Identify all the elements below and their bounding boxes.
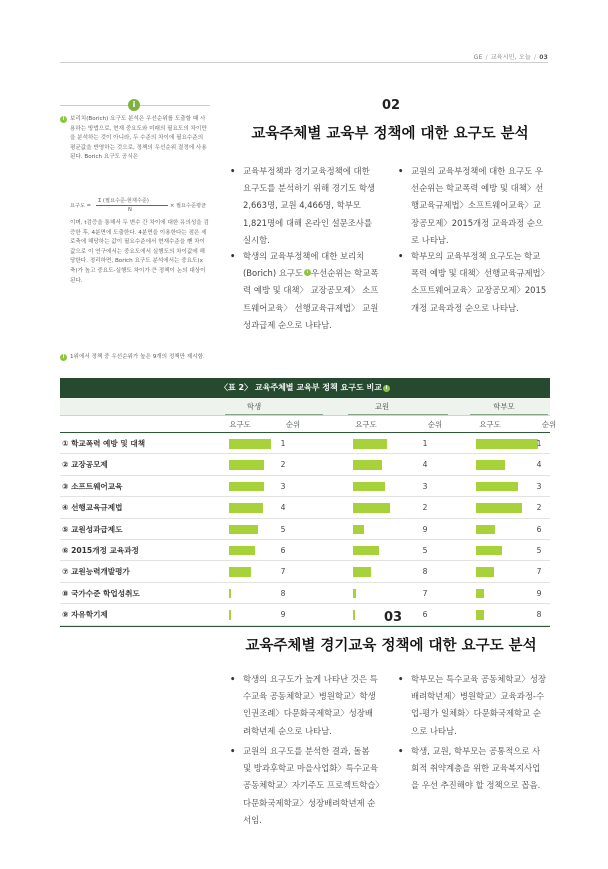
s02-bullet-2: • 학생의 교육부정책에 대한 보리치(Borich) 요구도 i 우선순위는 학교폭력 예방 및 대책〉 교장공모제〉 소프트웨어교육〉 선행교육규제법〉 교원성과급제 순으로 나타남.	[230, 251, 379, 330]
rank-parent: 5	[536, 545, 542, 555]
s02-bullet-3: • 교원의 교육부정책에 대한 요구도 우선순위는 학교폭력 예방 및 대책〉선행교육규제법〉소프트웨어교육〉교장공모제〉2015개정 교육과정 순으로 나타남.	[398, 166, 544, 245]
rank-student: 8	[280, 588, 286, 598]
note-item-1: i 보리치(Borich) 요구도 분석은 우선순위를 도출할 때 사용하는 방법으로, 현재 중요도와 미래의 필요도의 차이만을 분석하는 것이 아니라, 두 수준의 차이에 필요수준의 평균값을 반영하는 것으로, 정책의 우선순위 결정에 사용된다. Borich 요구도 공식은	[60, 115, 210, 163]
footnote-marker-icon: i	[383, 385, 390, 392]
footnote-marker-icon: i	[60, 354, 67, 361]
group-teacher: 교원	[374, 402, 390, 411]
row-label: ③ 소프트웨어교육	[62, 481, 123, 491]
rank-teacher: 1	[422, 439, 428, 448]
page-number: 03	[539, 54, 548, 61]
table-row	[60, 454, 550, 475]
sub-demand-teacher: 요구도	[355, 420, 377, 429]
header-brand: GE	[473, 54, 483, 61]
rank-parent: 8	[536, 610, 542, 620]
header-rule	[60, 62, 548, 63]
rank-student: 6	[280, 545, 286, 555]
running-header: GE / 교육시민, 오늘 / 03	[473, 54, 548, 61]
row-label: ⑥ 2015개정 교육과정	[62, 545, 139, 555]
demand-bar-student	[229, 439, 271, 449]
row-label: ⑤ 교원성과급제도	[62, 524, 123, 534]
s02-bullet-1: • 교육부정책과 경기교육정책에 대한 요구도를 분석하기 위해 경기도 학생 2,663명, 교원 4,466명, 학부모 1,821명에 대해 온라인 설문조사를 실시함.	[230, 166, 376, 245]
rank-student: 7	[280, 567, 286, 577]
demand-bar-teacher	[353, 439, 387, 449]
table-title: 〈표 2〉 교육주체별 교육부 정책 요구도 비교 i	[60, 378, 550, 398]
rank-student: 5	[280, 524, 286, 534]
row-label: ⑨ 자유학기제	[62, 610, 108, 620]
demand-bar-student	[229, 589, 231, 599]
section-03-number: 03	[383, 610, 403, 625]
s03-bullet-2: • 교원의 요구도를 분석한 결과, 돌봄 및 방과후학교 마을사업화〉특수교육 공동체학교〉자기주도 프로젝트학습〉다문화국제학교〉성장배려학년제 순서임.	[230, 746, 380, 825]
table-row	[60, 561, 550, 582]
rank-parent: 9	[536, 588, 542, 598]
footnote-marker-icon: i	[304, 269, 311, 276]
s02-bullet-4: • 학부모의 교육부정책 요구도는 학교폭력 예방 및 대책〉선행교육규제법〉소프트웨어교육〉교장공모제〉2015개정 교육과정 순으로 나타남.	[398, 251, 547, 313]
rank-parent: 2	[536, 503, 542, 513]
note-item-1-cont: 이며, t검증을 통해서 두 변수 간 차이에 대한 유의성을 검증한 후, 4분면에 도출한다. 4분면을 이용한다는 점은 세로축에 해당하는 값이 필요수준에서 현재수준을 뺀 차이값으로 이 연구에서는 중요도에서 실행도의 차이값에 해당한다. 정리하면, Borich 요구도 분석에서는 중요도(x축)가 높고 중요도-실행도 차이가 큰 정책이 논의 대상이 된다.	[70, 220, 209, 284]
policy-demand-table	[60, 378, 557, 627]
rank-student: 2	[280, 460, 286, 470]
sub-rank-parent: 순위	[541, 420, 557, 429]
table-row	[60, 540, 550, 561]
table-group-header	[60, 398, 550, 416]
rank-parent: 3	[536, 481, 542, 491]
group-parent: 학부모	[493, 402, 515, 411]
rank-parent: 7	[536, 567, 542, 577]
borich-formula: 요구도 = Σ (필요수준-현재수준) N × 필요수준평균	[70, 198, 207, 213]
section-03-title: 교육주체별 경기교육 정책에 대한 요구도 분석	[245, 638, 537, 654]
demand-bar-parent	[476, 503, 522, 513]
demand-bar-parent	[476, 546, 502, 556]
rank-student: 9	[280, 610, 286, 620]
rank-student: 3	[280, 481, 286, 491]
table-row	[60, 476, 550, 497]
row-label: ① 학교폭력 예방 및 대책	[62, 439, 146, 448]
sub-rank-teacher: 순위	[427, 420, 443, 429]
s03-bullet-1: • 학생의 요구도가 높게 나타난 것은 특수교육 공동체학교〉병원학교〉학생인권조례〉다문화국제학교〉성장배려학년제 순으로 나타남.	[230, 674, 378, 736]
header-subtitle: 교육시민, 오늘	[490, 54, 532, 61]
demand-bar-student	[229, 460, 264, 470]
demand-bar-teacher	[353, 567, 371, 577]
demand-bar-teacher	[353, 482, 385, 492]
demand-bar-student	[229, 567, 251, 577]
demand-bar-teacher	[353, 460, 382, 470]
rank-teacher: 5	[422, 545, 428, 555]
s03-bullet-4: • 학생, 교원, 학부모는 공통적으로 사회적 취약계층을 위한 교육복지사업을 우선 추진해야 할 정책으로 꼽음.	[398, 746, 541, 791]
table-row	[60, 497, 550, 518]
demand-bar-student	[229, 503, 263, 513]
table-body	[60, 433, 550, 626]
info-icon: i	[128, 99, 140, 111]
table-sub-header	[60, 416, 557, 433]
section-02-number: 02	[381, 98, 401, 113]
rank-parent: 6	[536, 524, 542, 534]
sub-rank-student: 순위	[285, 420, 301, 429]
demand-bar-parent	[476, 567, 494, 577]
demand-bar-teacher	[353, 525, 364, 535]
demand-bar-student	[229, 525, 258, 535]
demand-bar-parent	[476, 525, 495, 535]
demand-bar-teacher	[353, 589, 356, 599]
rank-teacher: 9	[422, 524, 428, 534]
table-row	[60, 604, 550, 625]
s03-bullet-3: • 학부모는 특수교육 공동체학교〉성장배려학년제〉병원학교〉교육과정-수업-평가 일체화〉다문화국제학교 순으로 나타남.	[398, 674, 547, 736]
row-label: ⑦ 교원능력개발평가	[62, 567, 130, 577]
demand-bar-parent	[476, 482, 518, 492]
table-row	[60, 519, 550, 540]
rank-teacher: 2	[422, 503, 428, 513]
demand-bar-teacher	[353, 503, 390, 513]
rank-teacher: 6	[422, 610, 428, 620]
sub-demand-parent: 요구도	[479, 420, 501, 429]
rank-parent: 1	[536, 439, 542, 448]
group-student: 학생	[246, 402, 262, 411]
demand-bar-student	[229, 610, 231, 620]
demand-bar-student	[229, 482, 264, 492]
rank-teacher: 8	[422, 567, 428, 577]
rank-student: 4	[280, 503, 286, 513]
footnote-marker-icon: i	[60, 116, 67, 123]
demand-bar-parent	[476, 460, 505, 470]
row-label: ④ 선행교육규제법	[62, 503, 123, 513]
section-02-title: 교육주체별 교육부 정책에 대한 요구도 분석	[251, 126, 529, 142]
demand-bar-parent	[476, 610, 484, 620]
demand-bar-teacher	[353, 546, 379, 556]
rank-teacher: 7	[422, 588, 428, 598]
sub-demand-student: 요구도	[229, 420, 251, 429]
rank-teacher: 4	[422, 460, 428, 470]
demand-bar-student	[229, 546, 255, 556]
rank-teacher: 3	[422, 481, 428, 491]
row-label: ② 교장공모제	[62, 460, 108, 470]
demand-bar-parent	[476, 589, 484, 599]
row-label: ⑧ 국가수준 학업성취도	[62, 588, 140, 598]
table-row	[60, 583, 550, 604]
demand-bar-teacher	[353, 610, 355, 620]
rank-student: 1	[280, 439, 286, 448]
rank-parent: 4	[536, 460, 542, 470]
table-row	[60, 433, 550, 454]
note-item-2: i 1위에서 정책 중 우선순위가 높은 9개의 정책만 제시함.	[60, 353, 210, 363]
